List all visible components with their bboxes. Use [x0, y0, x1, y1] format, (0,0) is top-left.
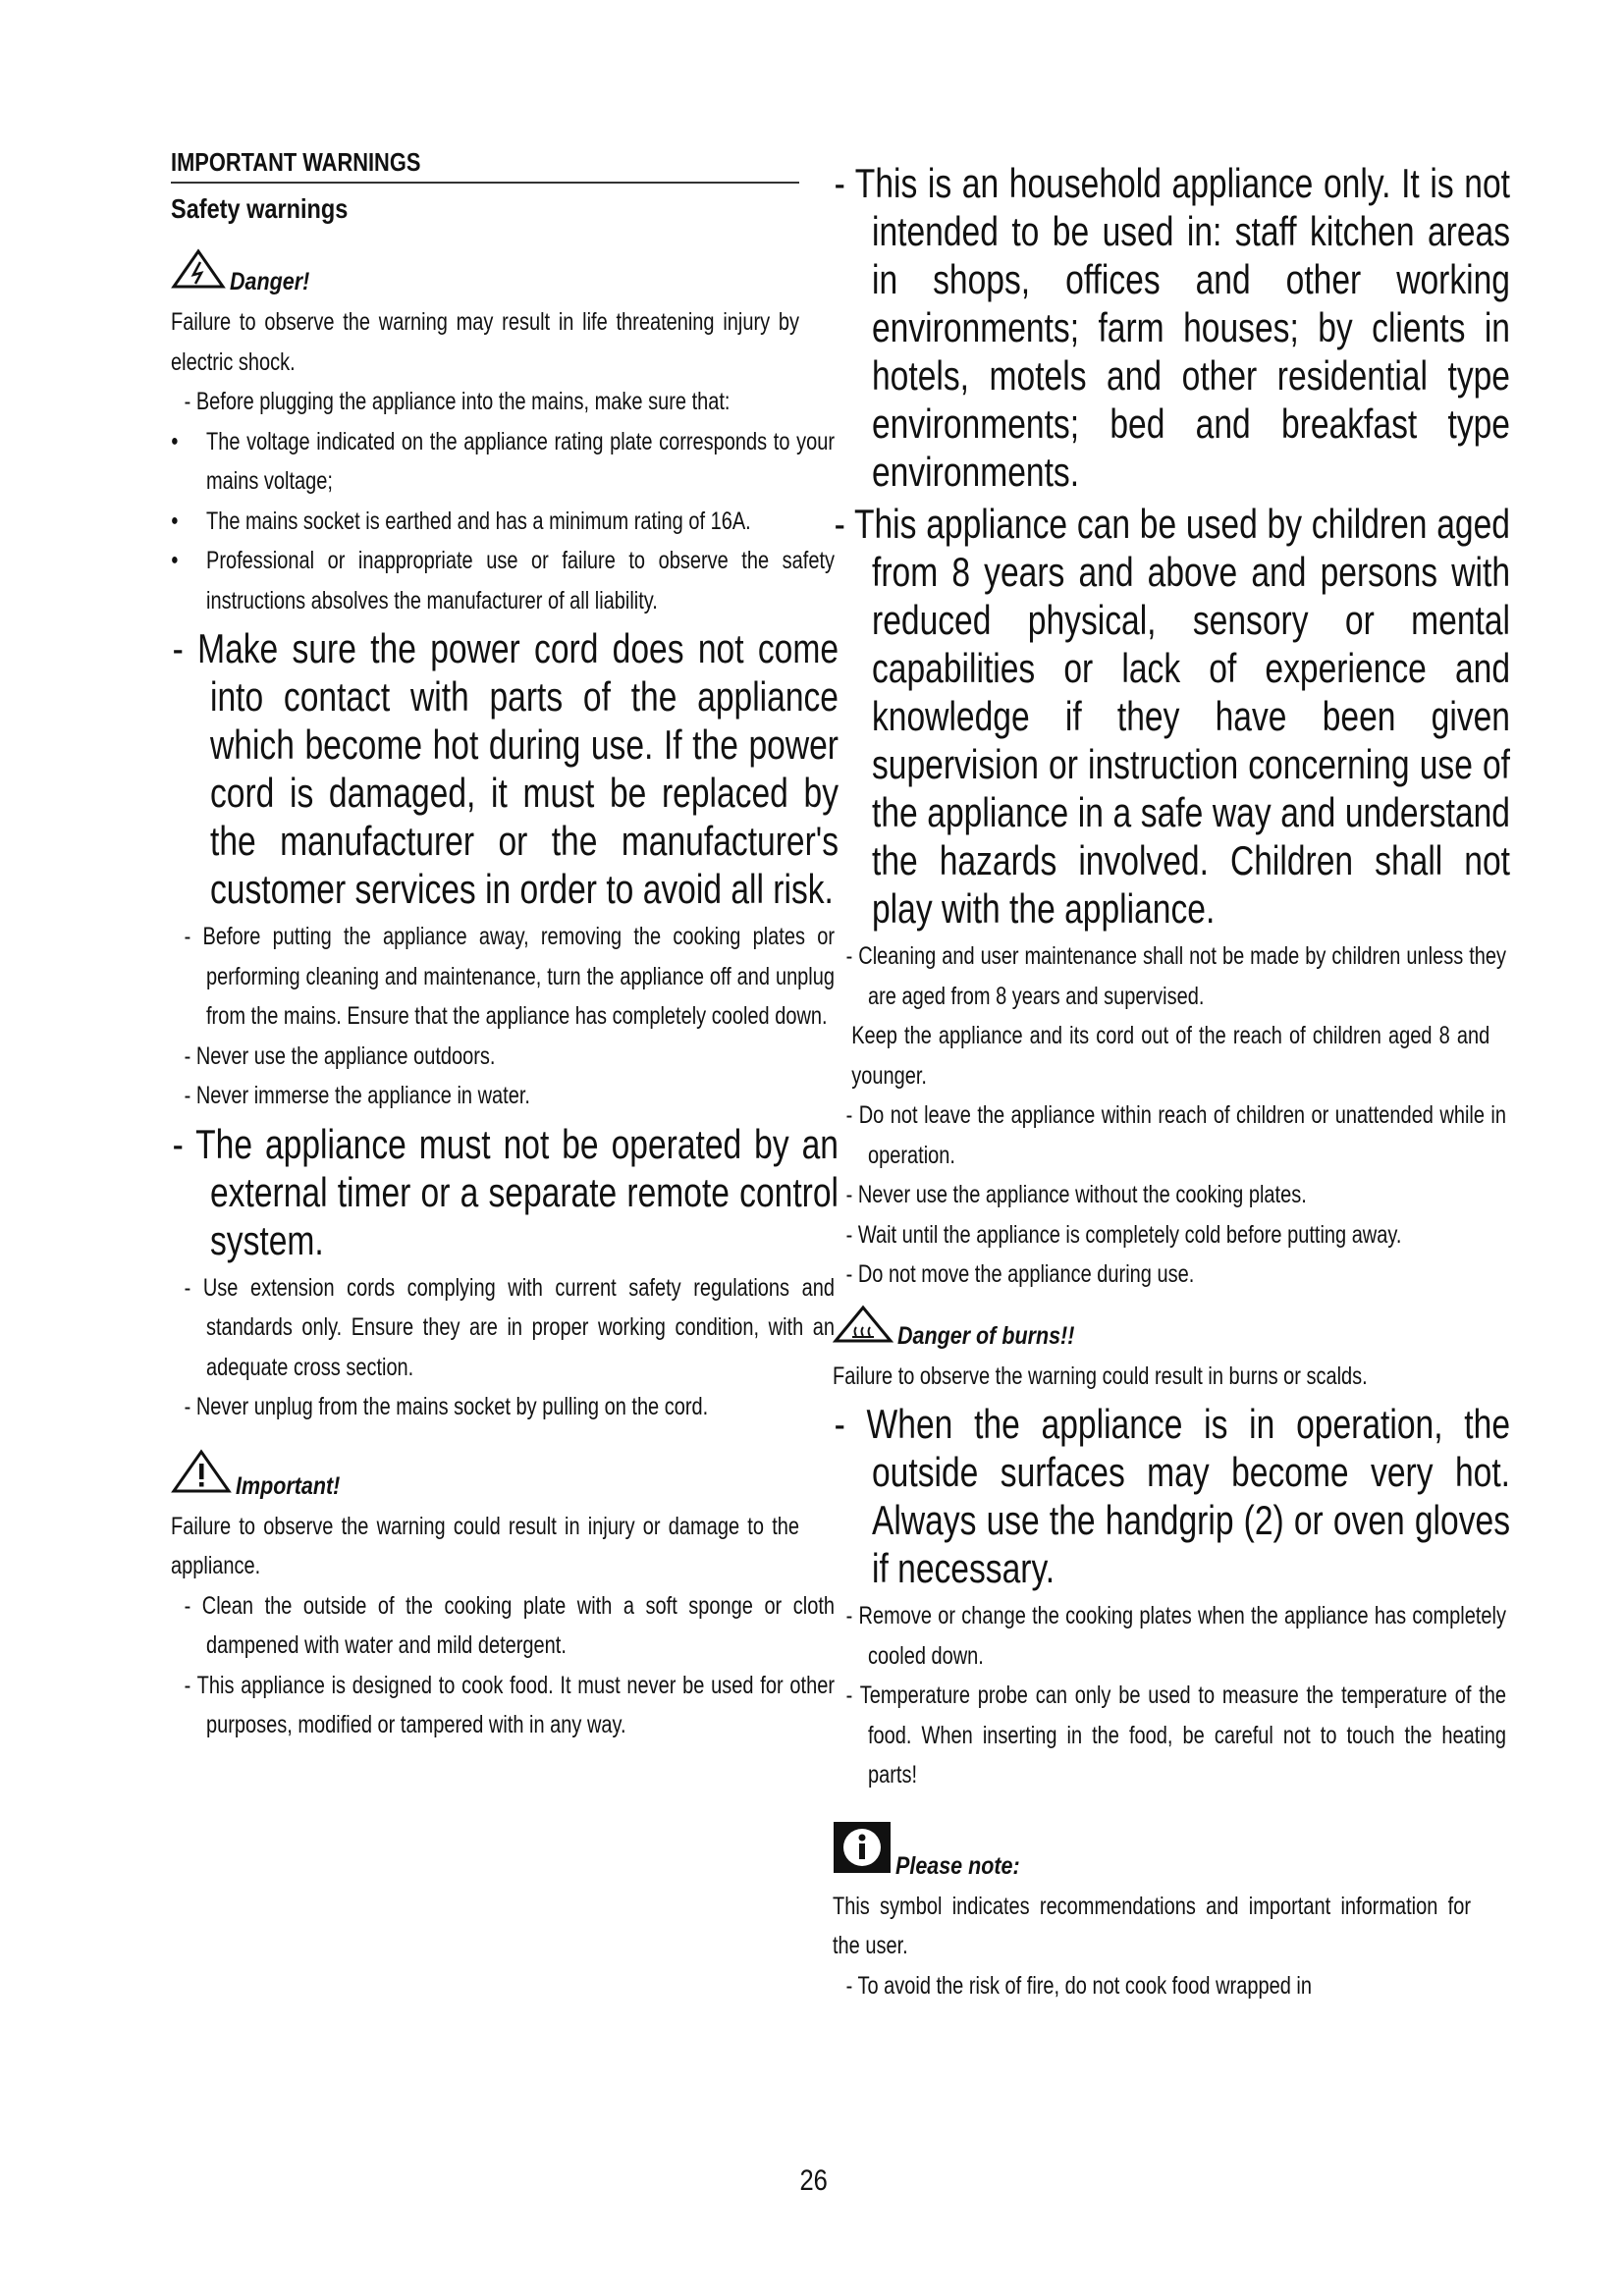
immerse-text: - Never immerse the appliance in water. — [184, 1082, 530, 1109]
important-heading — [171, 1449, 799, 1499]
danger-title: Danger! — [230, 268, 310, 295]
remove-plates-text: - Remove or change the cooking plates when the appliance has completely cooled down. — [845, 1602, 1506, 1670]
burns-intro: Failure to observe the warning could result in burns or scalds. — [833, 1362, 1368, 1390]
left-column — [171, 147, 839, 1745]
bullet-socket: ● The mains socket is earthed and has a minimum rating of 16A. — [171, 502, 835, 542]
page-number: 26 — [799, 2164, 828, 2197]
do-not-move-text: - Do not move the appliance during use. — [845, 1260, 1195, 1288]
outdoors-text: - Never use the appliance outdoors. — [184, 1041, 496, 1070]
clean-outside-text: - Clean the outside of the cooking plate with a soft sponge or cloth dampened with water and mild detergent. — [184, 1591, 836, 1659]
section-subtitle: Safety warnings — [171, 193, 349, 224]
cleaning-children-text: - Cleaning and user maintenance shall not be made by children unless they are aged from 8 years and supervised. — [845, 942, 1506, 1010]
note-heading — [833, 1821, 1471, 1879]
note-title: Please note: — [895, 1851, 1020, 1880]
power-cord-warning: - Make sure the power cord does not come into contact with parts of the appliance which become hot during use. If the power cord is damaged, it must be replaced by the manufacturer or the manufacturer's customer services in order to avoid all risk. — [172, 625, 839, 912]
before-plugging-text: - Before plugging the appliance into the mains, make sure that: — [184, 388, 731, 415]
household-warning: - This is an household appliance only. It is not intended to be used in: staff kitchen areas in shops, offices and other working environments; farm houses; by clients in hotels, motels and other residential type environments; bed and breakfast type environments. — [834, 160, 1510, 495]
children-warning: - This appliance can be used by children aged from 8 years and above and persons with reduced physical, sensory or mental capabilities or lack of experience and knowledge if they have been given supervision or instruction concerning use of the appliance in a safe way and understand the hazards involved. Children shall not play with the appliance. — [834, 501, 1510, 932]
danger-intro: Failure to observe the warning may result in life threatening injury by electric shock. — [171, 308, 799, 376]
keep-out-of-reach-text: Keep the appliance and its cord out of the reach of children aged 8 and younger. — [851, 1022, 1490, 1090]
probe-text: - Temperature probe can only be used to measure the temperature of the food. When inserting in the food, be careful not to touch the heating parts! — [845, 1682, 1506, 1789]
electric-shock-warning-icon — [171, 248, 226, 294]
hot-surfaces-warning: - When the appliance is in operation, the outside surfaces may become very hot. Always use the handgrip (2) or oven gloves if necessary. — [834, 1401, 1510, 1591]
right-column — [833, 155, 1510, 2005]
before-putting-text: - Before putting the appliance away, removing the cooking plates or performing cleaning and maintenance, turn the appliance off and unplug from the mains. Ensure that the appliance has completely cooled down. — [184, 923, 836, 1030]
fire-risk-text: - To avoid the risk of fire, do not cook food wrapped in — [845, 1971, 1312, 2000]
important-title: Important! — [236, 1471, 341, 1500]
info-icon — [833, 1821, 892, 1879]
timer-warning: - The appliance must not be operated by an external timer or a separate remote control system. — [172, 1120, 839, 1263]
designed-text: - This appliance is designed to cook food. It must never be used for other purposes, modified or tampered with in any way. — [184, 1671, 836, 1738]
important-intro: Failure to observe the warning could result in injury or damage to the appliance. — [171, 1512, 799, 1579]
bullet-liability: ● Professional or inappropriate use or failure to observe the safety instructions absolves the manufacturer of all liability. — [171, 541, 835, 620]
unattended-text: - Do not leave the appliance within reach of children or unattended while in operation. — [845, 1101, 1506, 1169]
section-title: IMPORTANT WARNINGS — [171, 147, 421, 177]
hot-surface-warning-icon — [833, 1305, 893, 1349]
wait-cold-text: - Wait until the appliance is completely cold before putting away. — [845, 1220, 1402, 1249]
danger-heading — [171, 248, 799, 294]
burns-title: Danger of burns!! — [897, 1321, 1075, 1350]
without-plates-text: - Never use the appliance without the cooking plates. — [845, 1181, 1307, 1208]
burns-heading — [833, 1305, 1471, 1349]
exclamation-warning-icon — [171, 1449, 232, 1499]
unplug-text: - Never unplug from the mains socket by pulling on the cord. — [184, 1393, 709, 1420]
note-intro: This symbol indicates recommendations and important information for the user. — [833, 1892, 1471, 1959]
bullet-voltage: ● The voltage indicated on the appliance rating plate corresponds to your mains voltage; — [171, 422, 835, 502]
title-rule — [171, 182, 799, 184]
extension-cords-text: - Use extension cords complying with current safety regulations and standards only. Ensure they are in proper working condition, with an adequate cross section. — [184, 1273, 836, 1381]
